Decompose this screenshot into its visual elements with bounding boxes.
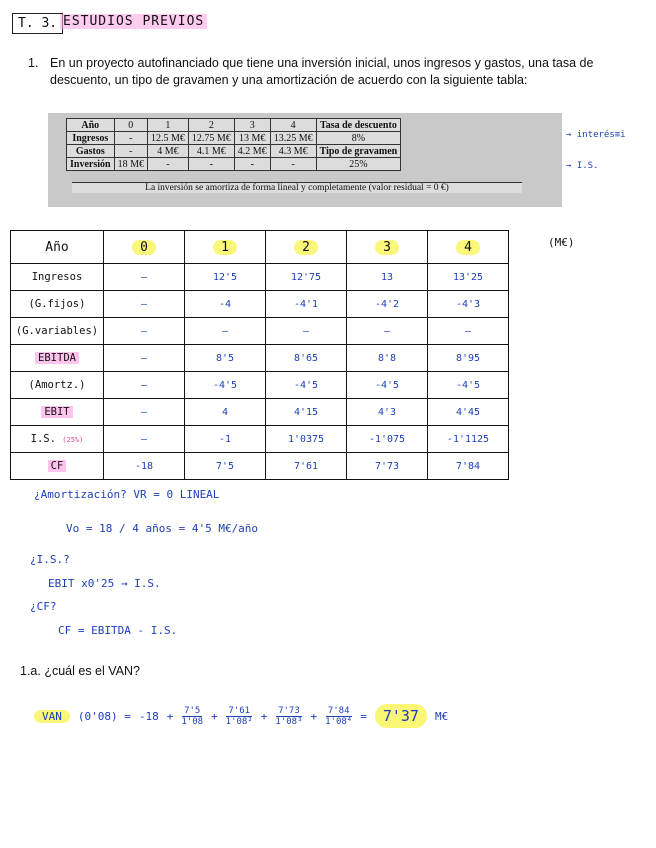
cell: - [147,158,188,171]
fraction: $\frac{7'73}{\text{1'08³}}$ [275,705,303,727]
van-rate: (0'08) = [77,709,131,723]
table-row [11,399,509,426]
printed-row-years [67,119,401,132]
header-cell: 0 [104,231,185,264]
van-result: 7'37 [375,704,427,728]
cell: 13'25 [428,264,509,291]
printed-row-inversion [67,158,401,171]
cell: 12'75 [266,264,347,291]
cell: -4'5 [347,372,428,399]
fraction: $\frac{7'61}{\text{1'08²}}$ [225,705,253,727]
cell: Ingresos [67,132,115,145]
cell: 4'15 [266,399,347,426]
cell: Tasa de descuento [316,119,401,132]
cell: -4'3 [428,291,509,318]
cell: 7'61 [266,453,347,480]
cell: — [104,345,185,372]
note-is-question: ¿I.S.? [30,553,70,566]
cell: Tipo de gravamen [316,145,401,158]
printed-row-gastos [67,145,401,158]
cell: Inversión [67,158,115,171]
header-cell: 2 [266,231,347,264]
cell: — [104,318,185,345]
cell: 12'5 [185,264,266,291]
cell: — [185,318,266,345]
cell: 8'5 [185,345,266,372]
cell: — [428,318,509,345]
row-label: (G.fijos) [11,291,104,318]
header-cell: Año [11,231,104,264]
problem-statement [28,55,628,89]
header-cell: 1 [185,231,266,264]
cell: 4 [185,399,266,426]
table-row [11,426,509,453]
cell: -4 [185,291,266,318]
table-row [11,318,509,345]
cell: 12.5 M€ [147,132,188,145]
cell: — [266,318,347,345]
cell: 7'73 [347,453,428,480]
cell: 4'3 [347,399,428,426]
note-cf-question: ¿CF? [30,600,57,613]
cell: — [104,426,185,453]
cell: 18 M€ [114,158,147,171]
plus-sign: + [310,709,318,723]
cell: 25% [316,158,401,171]
cell: 13.25 M€ [270,132,316,145]
equals-sign: = [360,709,367,723]
cell: 8'95 [428,345,509,372]
row-label: (Amortz.) [11,372,104,399]
cell: - [114,132,147,145]
topic-title: ESTUDIOS PREVIOS [60,14,207,29]
row-label: I.S. (25%) [11,426,104,453]
table-row [11,453,509,480]
header-cell: 4 [428,231,509,264]
cell: 1 [147,119,188,132]
note-amortization: ¿Amortización? VR = 0 LINEAL [34,488,220,501]
handwritten-table [10,230,509,480]
cell: 4'45 [428,399,509,426]
problem-text: En un proyecto autofinanciado que tiene una inversión inicial, unos ingresos y gastos, una tasa de descuento, un tipo de gravamen y una amortización de acuerdo con la siguiente tabla: [50,56,594,87]
cell: -1 [185,426,266,453]
cell: 4 M€ [147,145,188,158]
cell: — [104,372,185,399]
cell: - [270,158,316,171]
cell: 4.3 M€ [270,145,316,158]
cell: 8% [316,132,401,145]
cell: 2 [188,119,234,132]
cell: -1'1125 [428,426,509,453]
fraction: $\frac{7'84}{\text{1'08⁴}}$ [325,705,353,727]
cell: 8'8 [347,345,428,372]
printed-table [66,118,401,171]
cell: -4'5 [266,372,347,399]
fraction: $\frac{7'5}{1'08}$ [181,705,204,727]
cell: 13 [347,264,428,291]
cell: 4.1 M€ [188,145,234,158]
cell: 4.2 M€ [234,145,270,158]
note-cf-formula: CF = EBITDA - I.S. [58,624,178,637]
header-cell: 3 [347,231,428,264]
cell: -18 [104,453,185,480]
problem-number: 1. [28,56,39,70]
cell: 0 [114,119,147,132]
table-row [11,345,509,372]
van-label: VAN [34,710,70,723]
cell: -4'2 [347,291,428,318]
cell: 8'65 [266,345,347,372]
cell: 7'84 [428,453,509,480]
cell: -4'1 [266,291,347,318]
van-calculation [34,704,448,728]
cell: — [104,399,185,426]
row-label: CF [11,453,104,480]
row-label: EBIT [11,399,104,426]
cell: -4'5 [185,372,266,399]
table-row [11,291,509,318]
cell: Gastos [67,145,115,158]
plus-sign: + [166,709,174,723]
hand-header-row [11,231,509,264]
van-start: -18 [138,709,159,723]
cell: -4'5 [428,372,509,399]
table-row [11,264,509,291]
plus-sign: + [260,709,268,723]
row-label: (G.variables) [11,318,104,345]
unit-annotation: (M€) [548,236,575,249]
row-label: EBITDA [11,345,104,372]
annotation-interest: → interés≡i [566,130,626,140]
van-unit: M€ [434,709,449,723]
cell: - [234,158,270,171]
cell: - [188,158,234,171]
cell: - [114,145,147,158]
annotation-is: → I.S. [566,161,599,171]
cell: — [347,318,428,345]
question-van: 1.a. ¿cuál es el VAN? [20,664,140,678]
cell: 7'5 [185,453,266,480]
amortization-note: La inversión se amortiza de forma lineal y completamente (valor residual = 0 €) [72,182,522,193]
cell: -1'075 [347,426,428,453]
cell: 1'0375 [266,426,347,453]
plus-sign: + [211,709,218,723]
cell: 12.75 M€ [188,132,234,145]
cell: 4 [270,119,316,132]
cell: — [104,264,185,291]
cell: Año [67,119,115,132]
topic-tag: T. 3. [12,13,63,34]
cell: 13 M€ [234,132,270,145]
table-row [11,372,509,399]
cell: — [104,291,185,318]
row-label: Ingresos [11,264,104,291]
note-is-formula: EBIT x0'25 → I.S. [48,577,161,590]
note-vo: Vo = 18 / 4 años = 4'5 M€/año [66,522,259,535]
printed-row-ingresos [67,132,401,145]
cell: 3 [234,119,270,132]
